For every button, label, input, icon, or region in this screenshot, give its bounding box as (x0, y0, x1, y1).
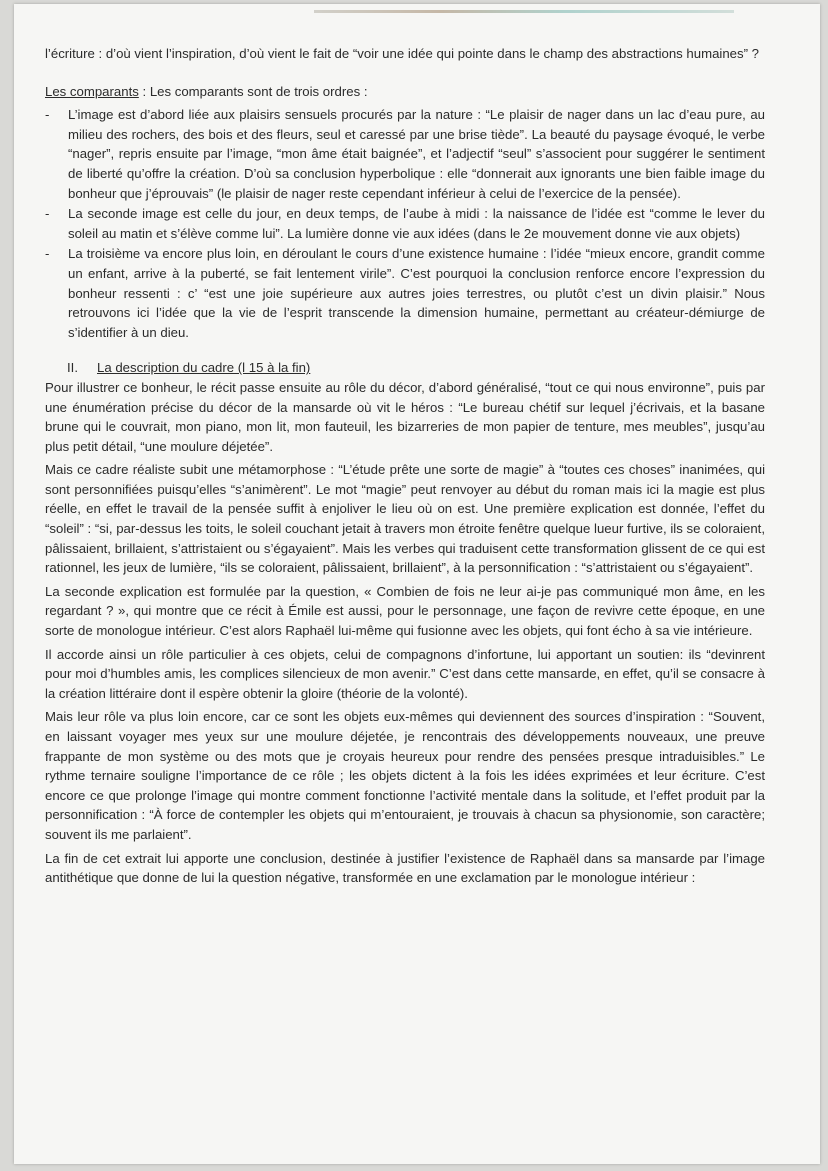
section-number: II. (67, 360, 78, 376)
list-item: - L’image est d’abord liée aux plaisirs sensuels procurés par la nature : “Le plaisir de nager dans un lac d’eau pure, au milieu des rochers, des bois et des fleurs, seul et caressé par une brise tiède”. La beauté du paysage évoqué, le verbe “nager”, repris ensuite par l’image, “mon âme était baignée”, et l’adjectif “seul” s’associent pour suggérer le sentiment de liberté qu’offre la création. D’où sa conclusion hyperbolique : elle “donnerait aux ignorants une bien faible image du bonheur que j’éprouvais” (le plaisir de nager reste cependant inférieur à celui de l’exercice de la pensée). (45, 105, 765, 203)
body-paragraph: Pour illustrer ce bonheur, le récit passe ensuite au rôle du décor, d’abord généralisé, “tout ce qui nous environne”, puis par une énumération précise du décor de la mansarde où vit le héros : “Le bureau chétif sur lequel j’écrivais, et la basane brune qui le couvrait, mon piano, mon lit, mon fauteuil, les bizarreries de mon papier de tenture, mes meubles”, jusqu’au plus petit détail, “une moulure déjetée”. (45, 379, 765, 454)
comparants-text: : Les comparants sont de trois ordres : (138, 83, 368, 99)
comparants-list (45, 105, 765, 342)
section-heading (45, 358, 765, 378)
section-title: La description du cadre (l 15 à la fin) (97, 360, 311, 376)
document-page (14, 4, 820, 1164)
body-paragraph: Mais ce cadre réaliste subit une métamorphose : “L’étude prête une sorte de magie” à “toutes ces choses” inanimées, qui sont personnifiées puisqu’elles “s’animèrent”. Le mot “magie” peut renvoyer au début du roman mais ici la magie est plus réelle, en effet le travail de la pensée suffit à enjoliver le lieu où on est. Une première explication est donnée, l’effet du “soleil” : “si, par-dessus les toits, le soleil couchant jetait à travers mon étroite fenêtre quelque lueur furtive, ils se coloraient, pâlissaient, brillaient, s’attristaient ou s’égayaient”. Mais les verbes qui traduisent cette transformation glissent de ce qui est rationnel, les jeux de lumière, “ils se coloraient, pâlissaient, brillaient”, à la personnification : “s’attristaient ou s’égayaient”. (45, 462, 765, 576)
list-item: - La troisième va encore plus loin, en déroulant le cours d’une existence humaine : l’idée “mieux encore, grandit comme un enfant, arrive à la puberté, se fait lentement virile”. C’est pourquoi la conclusion renforce encore l’expression du bonheur ressenti : c’ “est une joie supérieure aux autres joies terrestres, ou plutôt c’est un divin plaisir.” Nous retrouvons ici l’idée que la vie de l’esprit transcende la dimension humaine, permettant au créateur-démiurge de s’identifier à un dieu. (45, 244, 765, 342)
body-paragraph: La fin de cet extrait lui apporte une conclusion, destinée à justifier l’existence de Raphaël dans sa mansarde par l’image antithétique que donne de lui la question négative, transformée en une exclamation par le monologue intérieur : (45, 850, 765, 886)
body-paragraph: La seconde explication est formulée par la question, « Combien de fois ne leur ai-je pas communiqué mon âme, en les regardant ? », qui montre que ce récit à Émile est aussi, pour le personnage, une façon de revivre cette époque, en une sorte de monologue intérieur. C’est alors Raphaël lui-même qui fusionne avec les objets, qui font écho à sa vie intérieure. (45, 583, 765, 639)
intro-paragraph: l’écriture : d’où vient l’inspiration, d’où vient le fait de “voir une idée qui pointe dans le champ des abstractions humaines” ? (45, 46, 759, 61)
document-body (45, 44, 765, 892)
spacer (45, 68, 765, 82)
comparants-intro (45, 82, 765, 102)
comparants-heading: Les comparants (45, 83, 139, 99)
body-paragraph: Il accorde ainsi un rôle particulier à ces objets, celui de compagnons d’infortune, lui apportant un soutien: ils “devinrent pour moi d’humbles amis, les complices silencieux de mon avenir.” C’est dans cette mansarde, en effet, qu’il se consacre à la création littéraire dont il espère obtenir la gloire (théorie de la volonté). (45, 646, 765, 701)
list-item: - La seconde image est celle du jour, en deux temps, de l’aube à midi : la naissance de l’idée est “comme le lever du soleil au matin et s’élève comme lui”. La lumière donne vie aux idées (dans le 2e mouvement donne vie aux objets) (45, 204, 765, 243)
body-paragraph: Mais leur rôle va plus loin encore, car ce sont les objets eux-mêmes qui deviennent des sources d’inspiration : “Souvent, en laissant voyager mes yeux sur une moulure déjetée, je rencontrais des développements nouveaux, une preuve frappante de mon système ou des mots que je croyais heureux pour rendre des pensées presque intraduisibles.” Le rythme ternaire souligne l’importance de ce rôle ; les objets dictent à la fois les idées exprimées et leur écriture. C’est encore ce que prolonge l’image qui montre comment fonctionne l’activité mentale dans la solitude, et l’effet produit par la personnification : “À force de contempler les objets qui m’entouraient, je trouvais à chacun sa physionomie, son caractère; souvent ils me parlaient”. (45, 709, 765, 842)
page-top-edge (314, 10, 734, 13)
